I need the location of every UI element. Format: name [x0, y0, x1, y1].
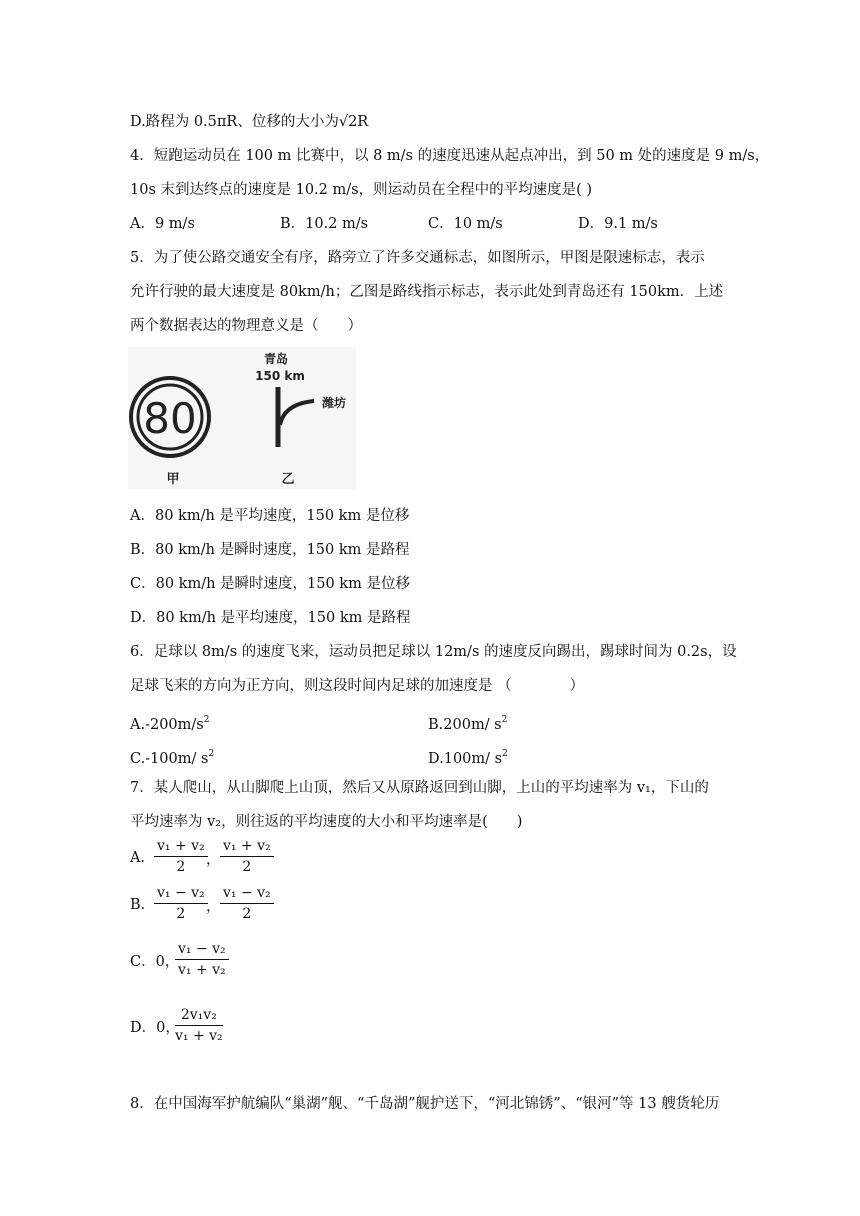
- q7-option-b-frac1: $\frac{\text{v₁ − v₂}}{2}$: [154, 884, 208, 923]
- q5-option-d: D．80 km/h 是平均速度，150 km 是路程: [130, 610, 411, 626]
- q6-option-c: C.-100m/ $s^2$: [130, 749, 215, 767]
- route-city-branch: 潍坊: [321, 396, 347, 410]
- q6-option-d: D.100m/ $s^2$: [428, 749, 508, 767]
- q5-stem-line2: 允许行驶的最大速度是 80km/h；乙图是路线指示标志，表示此处到青岛还有 150km．上述: [130, 284, 724, 300]
- traffic-signs-figure: [128, 347, 356, 489]
- q3-option-d: D.路程为 0.5πR、位移的大小为√2R: [130, 114, 369, 130]
- figure-label-yi: 乙: [281, 472, 295, 487]
- q6-option-a: $A.-200m/s^2$: [130, 715, 210, 733]
- q4-stem-line2: 10s 末到达终点的速度是 10.2 m/s，则运动员在全程中的平均速度是( ): [130, 182, 593, 198]
- q4-option-d: D．9.1 m/s: [578, 216, 658, 232]
- q6-option-b: B.200m/ $s^2$: [428, 715, 508, 733]
- q5-stem-line3: 两个数据表达的物理意义是（ ）: [130, 318, 362, 334]
- figure-label-jia: 甲: [166, 472, 180, 487]
- q8-stem-line1: 8．在中国海军护航编队“巢湖”舰、“千岛湖”舰护送下，“河北锦锈”、“银河”等 13 艘货轮历: [130, 1096, 720, 1112]
- q6-stem-line2: 足球飞来的方向为正方向，则这段时间内足球的加速度是 （ ）: [130, 678, 585, 694]
- q5-option-c: C．80 km/h 是瞬时速度，150 km 是位移: [130, 576, 410, 592]
- q7-option-d-frac: $\frac{\text{2v₁v₂}}{\text{v₁ + v₂}}$: [175, 1007, 223, 1044]
- q7-stem-line1: 7．某人爬山，从山脚爬上山顶，然后又从原路返回到山脚，上山的平均速率为 v₁，下山的: [130, 780, 709, 796]
- route-city-top: 青岛: [263, 352, 289, 366]
- speed-limit-sign: [131, 378, 209, 456]
- q7-option-a-comma: ，: [206, 852, 221, 868]
- speed-limit-number: 80: [143, 394, 197, 443]
- q7-option-a-frac2: $\frac{\text{v₁ + v₂}}{2}$: [220, 837, 274, 876]
- q7-option-b-comma: ，: [206, 899, 221, 915]
- q5-stem-line1: 5．为了使公路交通安全有序，路旁立了许多交通标志，如图所示，甲图是限速标志，表示: [130, 250, 705, 266]
- q7-option-a-frac1: $\frac{\text{v₁ + v₂}}{2}$: [154, 837, 208, 876]
- q4-stem-line1: 4．短跑运动员在 100 m 比赛中，以 8 m/s 的速度迅速从起点冲出，到 50 m 处的速度是 9 m/s，: [130, 148, 770, 164]
- q4-option-a: A．9 m/s: [130, 216, 195, 232]
- q6-stem-line1: 6．足球以 8m/s 的速度飞来，运动员把足球以 12m/s 的速度反向踢出，踢球时间为 0.2s，设: [130, 644, 737, 660]
- q7-option-c-frac: $\frac{\text{v₁ − v₂}}{\text{v₁ + v₂}}$: [175, 940, 229, 979]
- traffic-signs-svg: [128, 347, 356, 489]
- q4-option-b: B．10.2 m/s: [280, 216, 369, 232]
- q5-option-b: B．80 km/h 是瞬时速度，150 km 是路程: [130, 542, 410, 558]
- q4-option-c: C．10 m/s: [428, 216, 503, 232]
- route-sign: [255, 351, 346, 447]
- q7-option-c-label: C．0，: [130, 954, 180, 970]
- q7-option-b-frac2: $\frac{\text{v₁ − v₂}}{2}$: [220, 884, 274, 923]
- route-distance: 150 km: [255, 369, 305, 383]
- q7-stem-line2: 平均速率为 v₂，则往返的平均速度的大小和平均速率是( ): [130, 814, 523, 830]
- q7-option-d-label: D．0，: [130, 1020, 180, 1036]
- q7-option-a-label: A．: [130, 850, 155, 866]
- q7-option-b-label: B．: [130, 897, 156, 913]
- q5-option-a: A．80 km/h 是平均速度，150 km 是位移: [130, 508, 410, 524]
